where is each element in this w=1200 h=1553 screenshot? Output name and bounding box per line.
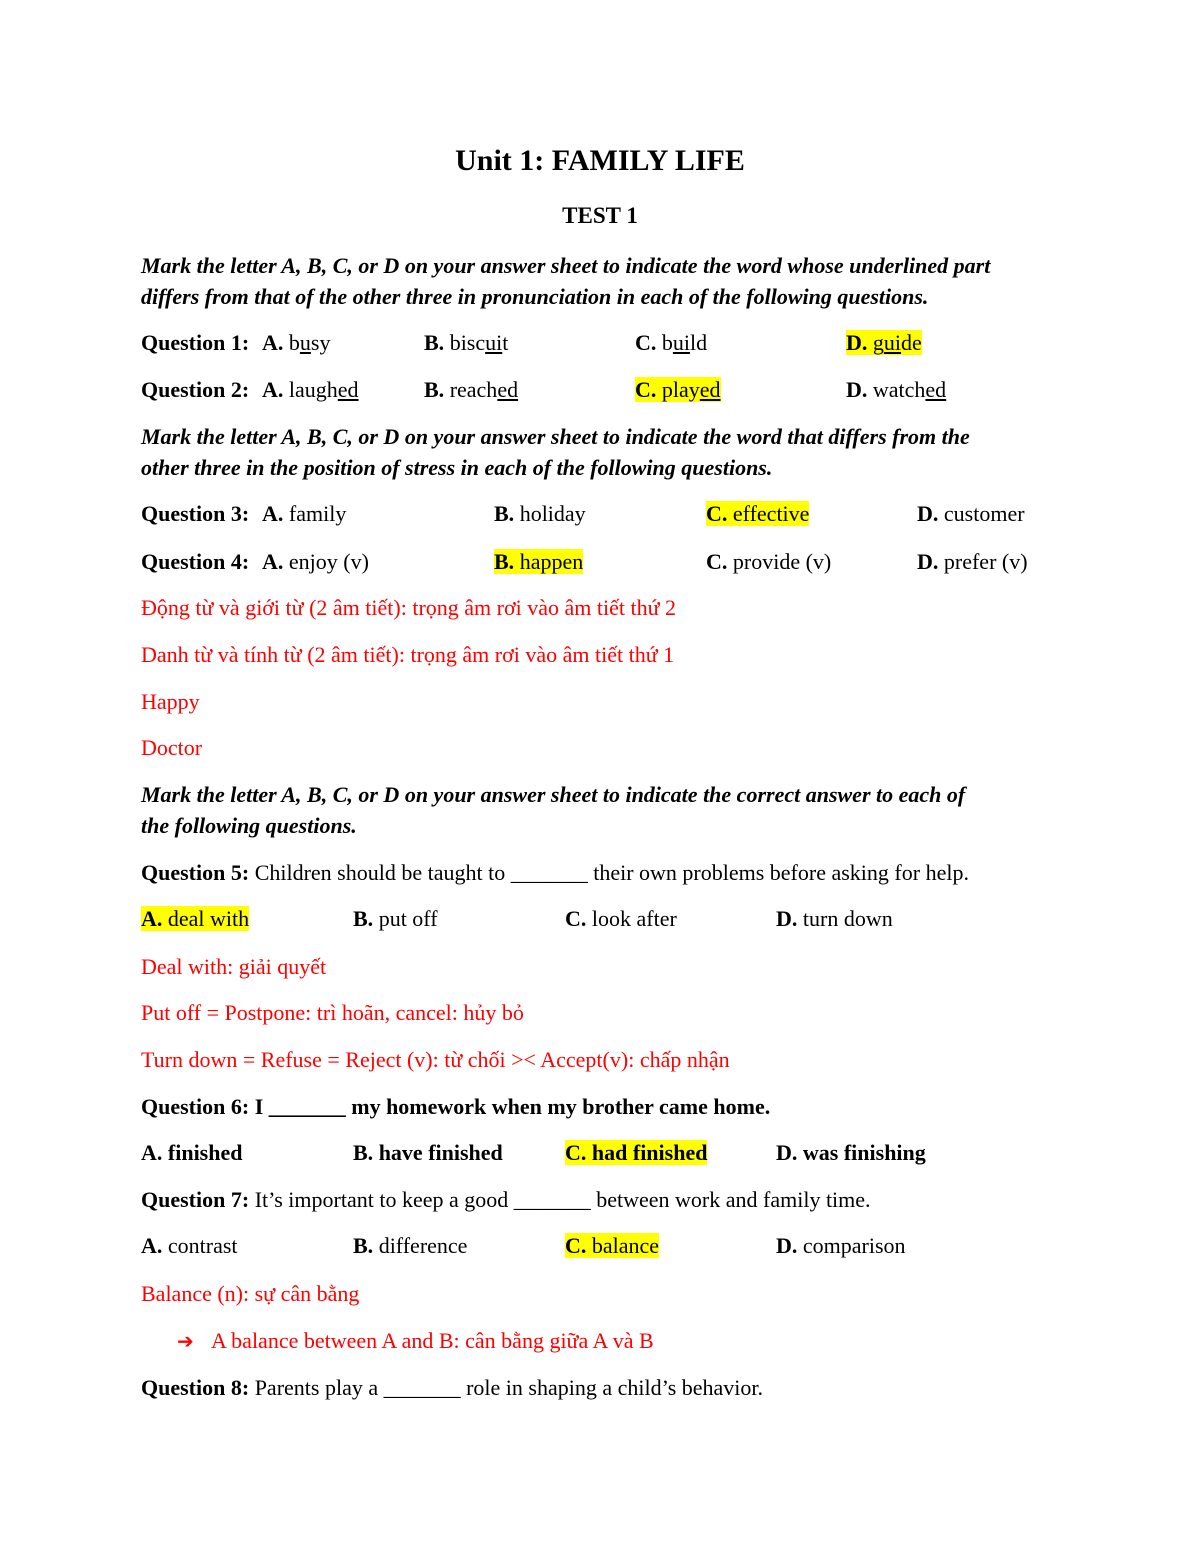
option-letter: B. <box>353 1233 374 1258</box>
note-deal-with: Deal with: giải quyết <box>141 954 327 979</box>
question-1-option-b <box>424 328 508 358</box>
underlined-part: ui <box>485 330 503 355</box>
question-6-option-a <box>141 1138 242 1168</box>
option-letter: C. <box>635 330 657 355</box>
instruction-correct-answer-line2: the following questions. <box>141 813 357 838</box>
option-letter: A. <box>141 906 163 931</box>
question-4-option-a <box>262 547 369 577</box>
option-text: t <box>502 330 509 355</box>
question-2-option-a <box>262 375 359 405</box>
question-8 <box>141 1373 763 1403</box>
note-turn-down: Turn down = Refuse = Reject (v): từ chối >< Accept(v): chấp nhận <box>141 1047 730 1072</box>
question-6-option-d <box>776 1138 926 1168</box>
option-letter: A. <box>262 330 284 355</box>
option-text: family <box>288 501 347 526</box>
option-text: finished <box>167 1140 243 1165</box>
question-2-option-d <box>846 375 946 405</box>
option-letter: B. <box>353 906 374 931</box>
option-letter: D. <box>917 501 939 526</box>
question-7 <box>141 1185 871 1215</box>
option-letter: D. <box>776 1233 798 1258</box>
option-text: was finishing <box>802 1140 926 1165</box>
instruction-pronunciation-line1: Mark the letter A, B, C, or D on your answer sheet to indicate the word whose underlined part <box>141 253 991 278</box>
question-4-option-b-answer <box>494 547 583 577</box>
option-text: look after <box>591 906 677 931</box>
instruction-stress-line2: other three in the position of stress in each of the following questions. <box>141 455 773 480</box>
option-letter: B. <box>353 1140 374 1165</box>
option-text: b <box>661 330 673 355</box>
question-2-label: Question 2: <box>141 377 250 402</box>
option-letter: D. <box>846 330 868 355</box>
note-verb-stress: Động từ và giới từ (2 âm tiết): trọng âm rơi vào âm tiết thứ 2 <box>141 595 676 620</box>
option-text: happen <box>519 549 584 574</box>
option-text: comparison <box>802 1233 906 1258</box>
option-letter: A. <box>141 1140 163 1165</box>
question-label: Question 8: <box>141 1375 250 1400</box>
question-4-option-c <box>706 547 831 577</box>
test-subtitle: TEST 1 <box>562 203 638 228</box>
option-text: holiday <box>519 501 586 526</box>
option-letter: D. <box>776 1140 798 1165</box>
note-example-happy: Happy <box>141 689 200 714</box>
question-3-option-c-answer <box>706 499 809 529</box>
note-balance-between: A balance between A and B: cân bằng giữa A và B <box>211 1328 654 1353</box>
page-title: Unit 1: FAMILY LIFE <box>455 144 745 177</box>
question-label: Question 7: <box>141 1187 250 1212</box>
option-letter: C. <box>706 501 728 526</box>
option-text: contrast <box>167 1233 238 1258</box>
arrow-right-icon: ➔ <box>177 1329 194 1353</box>
underlined-part: ed <box>497 377 519 402</box>
option-text: balance <box>591 1233 660 1258</box>
question-6-option-b <box>353 1138 503 1168</box>
option-text: turn down <box>802 906 893 931</box>
question-5-option-d <box>776 904 893 934</box>
option-text: de <box>901 330 922 355</box>
option-text: difference <box>378 1233 468 1258</box>
question-1-option-c <box>635 328 707 358</box>
note-balance: Balance (n): sự cân bằng <box>141 1281 360 1306</box>
question-3-option-d <box>917 499 1025 529</box>
option-letter: D. <box>846 377 868 402</box>
option-letter: A. <box>262 377 284 402</box>
option-text: reach <box>449 377 498 402</box>
option-text: laugh <box>288 377 338 402</box>
question-7-option-a <box>141 1231 238 1261</box>
question-text: Children should be taught to _______ their own problems before asking for help. <box>254 860 969 885</box>
option-letter: C. <box>706 549 728 574</box>
option-text: b <box>288 330 300 355</box>
option-text: enjoy (v) <box>288 549 369 574</box>
question-text: It’s important to keep a good _______ between work and family time. <box>254 1187 871 1212</box>
question-3-option-b <box>494 499 586 529</box>
question-6 <box>141 1092 770 1122</box>
question-6-option-c-answer <box>565 1138 707 1168</box>
underlined-part: ui <box>883 330 902 355</box>
question-7-option-b <box>353 1231 467 1261</box>
question-3-option-a <box>262 499 346 529</box>
option-letter: C. <box>635 377 657 402</box>
question-label: Question 5: <box>141 860 250 885</box>
question-5-option-c <box>565 904 677 934</box>
underlined-part: ed <box>699 377 721 402</box>
underlined-part: u <box>299 330 311 355</box>
question-text: Parents play a _______ role in shaping a child’s behavior. <box>254 1375 764 1400</box>
note-noun-stress: Danh từ và tính từ (2 âm tiết): trọng âm rơi vào âm tiết thứ 1 <box>141 642 675 667</box>
option-letter: A. <box>262 501 284 526</box>
question-5-option-a-answer <box>141 904 249 934</box>
option-text: put off <box>378 906 438 931</box>
option-letter: B. <box>494 549 515 574</box>
question-5-option-b <box>353 904 438 934</box>
question-5 <box>141 858 969 888</box>
question-1-option-d-answer <box>846 328 922 358</box>
option-letter: C. <box>565 1233 587 1258</box>
question-1-option-a <box>262 328 330 358</box>
underlined-part: ui <box>672 330 691 355</box>
underlined-part: ed <box>337 377 359 402</box>
option-text: provide (v) <box>732 549 832 574</box>
question-2-option-c-answer <box>635 375 721 405</box>
instruction-correct-answer-line1: Mark the letter A, B, C, or D on your answer sheet to indicate the correct answer to each of <box>141 782 966 807</box>
option-text: watch <box>872 377 926 402</box>
option-text: deal with <box>167 906 250 931</box>
question-4-label: Question 4: <box>141 549 250 574</box>
option-letter: B. <box>494 501 515 526</box>
option-letter: C. <box>565 906 587 931</box>
option-letter: D. <box>917 549 939 574</box>
option-text: have finished <box>378 1140 503 1165</box>
question-7-option-c-answer <box>565 1231 659 1261</box>
underlined-part: ed <box>925 377 947 402</box>
option-letter: B. <box>424 330 445 355</box>
option-text: ld <box>690 330 708 355</box>
question-3-label: Question 3: <box>141 501 250 526</box>
instruction-pronunciation-line2: differs from that of the other three in pronunciation in each of the following questions. <box>141 284 929 309</box>
option-letter: C. <box>565 1140 587 1165</box>
option-text: had finished <box>591 1140 708 1165</box>
question-1-label: Question 1: <box>141 330 250 355</box>
option-text: g <box>872 330 884 355</box>
option-text: bisc <box>449 330 486 355</box>
question-7-option-d <box>776 1231 906 1261</box>
option-text: prefer (v) <box>943 549 1028 574</box>
option-letter: B. <box>424 377 445 402</box>
option-text: play <box>661 377 700 402</box>
note-example-doctor: Doctor <box>141 735 203 760</box>
note-put-off: Put off = Postpone: trì hoãn, cancel: hủy bỏ <box>141 1000 524 1025</box>
option-text: sy <box>310 330 331 355</box>
question-label: Question 6: <box>141 1094 250 1119</box>
option-letter: A. <box>262 549 284 574</box>
question-text: I _______ my homework when my brother came home. <box>254 1094 771 1119</box>
option-letter: D. <box>776 906 798 931</box>
option-text: effective <box>732 501 810 526</box>
question-2-option-b <box>424 375 518 405</box>
question-4-option-d <box>917 547 1028 577</box>
option-letter: A. <box>141 1233 163 1258</box>
instruction-stress-line1: Mark the letter A, B, C, or D on your answer sheet to indicate the word that differs from the <box>141 424 970 449</box>
option-text: customer <box>943 501 1025 526</box>
